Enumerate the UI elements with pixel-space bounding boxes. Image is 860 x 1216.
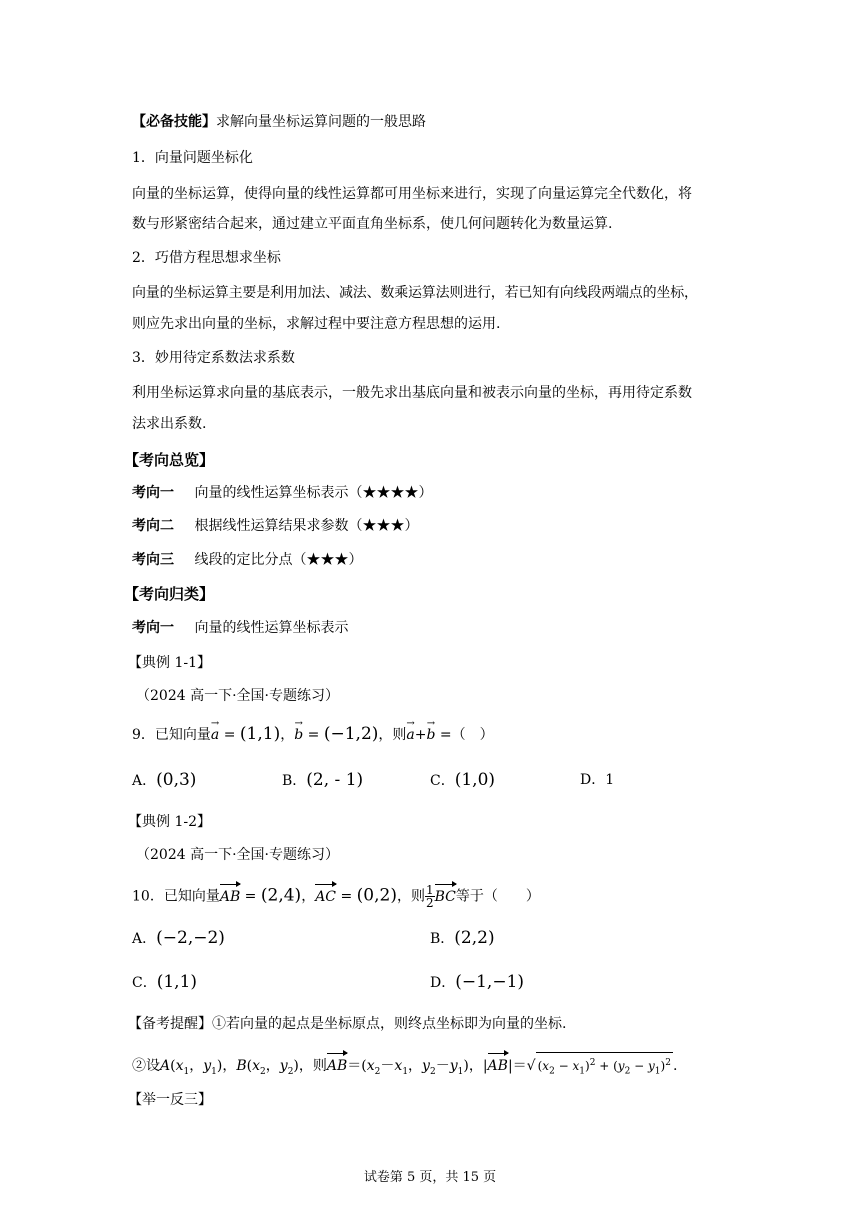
overview-item-text: 根据线性运算结果求参数（★★★）	[194, 518, 419, 534]
tips-heading: 【备考提醒】	[128, 1016, 212, 1032]
skills-p3-line1: 利用坐标运算求向量的基底表示，一般先求出基底向量和被表示向量的坐标，再用待定系数	[132, 385, 692, 401]
overview-item-1	[132, 483, 432, 503]
vector-ac-value: (0,2)	[356, 885, 397, 906]
skills-p2-line1: 向量的坐标运算主要是利用加法、减法、数乘运算法则进行，若已知有向线段两端点的坐标，	[132, 285, 698, 301]
option-value: (0,3)	[156, 770, 197, 790]
option-value: (−2,−2)	[156, 928, 225, 948]
option-value: (−1,−1)	[455, 972, 525, 992]
option-label: A．	[132, 773, 157, 789]
skills-p3-line2: 法求出系数.	[132, 416, 207, 432]
vector-b-value: (−1,2)	[323, 724, 379, 744]
vector-ab-value: (2,4)	[260, 885, 302, 906]
ex2-question-end: 等于（ ）	[455, 888, 540, 905]
overview-item-2	[132, 516, 418, 536]
fraction-half: $\frac{1}{2}$	[425, 883, 434, 910]
ex2-question-mid: ，	[301, 888, 316, 905]
overview-item-label: 考向一	[132, 485, 174, 501]
ex1-question-end: （ ）	[451, 727, 494, 743]
vector-b-sum: → b	[426, 725, 435, 745]
skills-p1-line2: 数与形紧密结合起来，通过建立平面直角坐标系，使几何问题转化为数量运算.	[132, 216, 613, 232]
option-label: A．	[132, 931, 157, 947]
option-label: D．	[580, 772, 606, 788]
vector-b: → b	[294, 725, 303, 745]
option-value: 1	[605, 772, 615, 788]
practice-heading: 【举一反三】	[128, 1092, 212, 1108]
ex2-option-c[interactable]	[132, 972, 197, 993]
ex2-question-pre: 10．已知向量	[132, 888, 220, 905]
ex1-question-mid: ，	[280, 727, 295, 743]
ex1-source: （2024 高一下·全国·专题练习）	[136, 688, 339, 704]
option-label: C．	[430, 773, 455, 789]
classify-item	[132, 618, 348, 638]
vector-bc: BC	[434, 888, 456, 905]
skills-heading: 【必备技能】	[132, 114, 216, 130]
classify-heading: 【考向归类】	[124, 585, 215, 603]
vector-ab: AB	[219, 888, 241, 905]
ex1-tag: 【典例 1-1】	[128, 655, 211, 671]
skills-title: 求解向量坐标运算问题的一般思路	[216, 114, 426, 130]
ex2-option-d[interactable]	[430, 972, 524, 993]
ex1-option-d[interactable]	[580, 770, 614, 790]
ex1-option-a[interactable]	[132, 770, 196, 791]
classify-item-text: 向量的线性运算坐标表示	[194, 620, 349, 636]
ex1-question-post: ，则	[378, 727, 407, 743]
ex1-question-pre: 9．已知向量	[132, 727, 211, 743]
ex2-source: （2024 高一下·全国·专题练习）	[136, 847, 339, 863]
option-value: (1,1)	[156, 972, 198, 992]
option-value: (2,2)	[454, 928, 495, 948]
distance-formula: $(x_2 - x_1)^2 + (y_2 - y_1)^2$	[536, 1052, 673, 1081]
overview-heading: 【考向总览】	[124, 451, 215, 469]
option-label: D．	[430, 975, 456, 991]
option-label: B．	[282, 773, 307, 789]
ex1-option-b[interactable]	[282, 770, 363, 791]
ex2-question-post: ，则	[396, 888, 425, 905]
vector-ab-tip: AB	[326, 1058, 348, 1074]
option-value: (1,0)	[454, 770, 496, 790]
overview-item-text: 线段的定比分点（★★★）	[194, 552, 363, 568]
ex2-option-b[interactable]	[430, 928, 495, 949]
tips-line2: ②设$A(x_1$，$y_1$)，$B(x_2$，$y_2$)，则$AB=(x_2-x_1$，$y_2-y_1$)，|AB|＝√ $(x_2 - x_1)^2 + (y_2 - y_1)^2$ .	[132, 1052, 677, 1082]
classify-item-label: 考向一	[132, 620, 174, 636]
page-footer: 试卷第 5 页，共 15 页	[363, 1170, 497, 1185]
skills-heading-line	[132, 112, 426, 132]
skills-p2-line2: 则应先求出向量的坐标，求解过程中要注意方程思想的运用.	[132, 316, 501, 332]
vector-a-value: (1,1)	[239, 724, 281, 744]
vector-ab-abs: AB	[487, 1058, 508, 1074]
skills-p2-title: 2．巧借方程思想求坐标	[132, 250, 281, 266]
option-label: C．	[132, 975, 157, 991]
overview-item-label: 考向三	[132, 552, 174, 568]
tips-text1: ①若向量的起点是坐标原点，则终点坐标即为向量的坐标.	[212, 1016, 567, 1032]
vector-a: → a	[211, 725, 219, 745]
tips-text2-pre: ②设	[132, 1058, 160, 1074]
tips-line1	[128, 1014, 566, 1034]
overview-item-text: 向量的线性运算坐标表示（★★★★）	[194, 485, 433, 501]
ex1-option-c[interactable]	[430, 770, 495, 791]
ex2-question: 10．已知向量AB = (2,4)，AC = (0,2)，则 $\frac{1}{2}$ BC等于（ ）	[132, 883, 540, 910]
ex2-tag: 【典例 1-2】	[128, 814, 211, 830]
option-label: B．	[430, 931, 455, 947]
option-value: (2, - 1)	[306, 770, 364, 790]
overview-item-3	[132, 550, 362, 570]
ex1-question: 9．已知向量→ a = (1,1)，→ b = (−1,2)，则→ a+→ b =（ ）	[132, 724, 494, 745]
skills-p3-title: 3．妙用待定系数法求系数	[132, 350, 295, 366]
skills-p1-line1: 向量的坐标运算，使得向量的线性运算都可用坐标来进行，实现了向量运算完全代数化，将	[132, 186, 692, 202]
vector-ac: AC	[315, 888, 337, 905]
overview-item-label: 考向二	[132, 518, 174, 534]
ex2-option-a[interactable]	[132, 928, 225, 949]
vector-a-sum: → a	[406, 725, 414, 745]
skills-p1-title: 1．向量问题坐标化	[132, 150, 253, 166]
